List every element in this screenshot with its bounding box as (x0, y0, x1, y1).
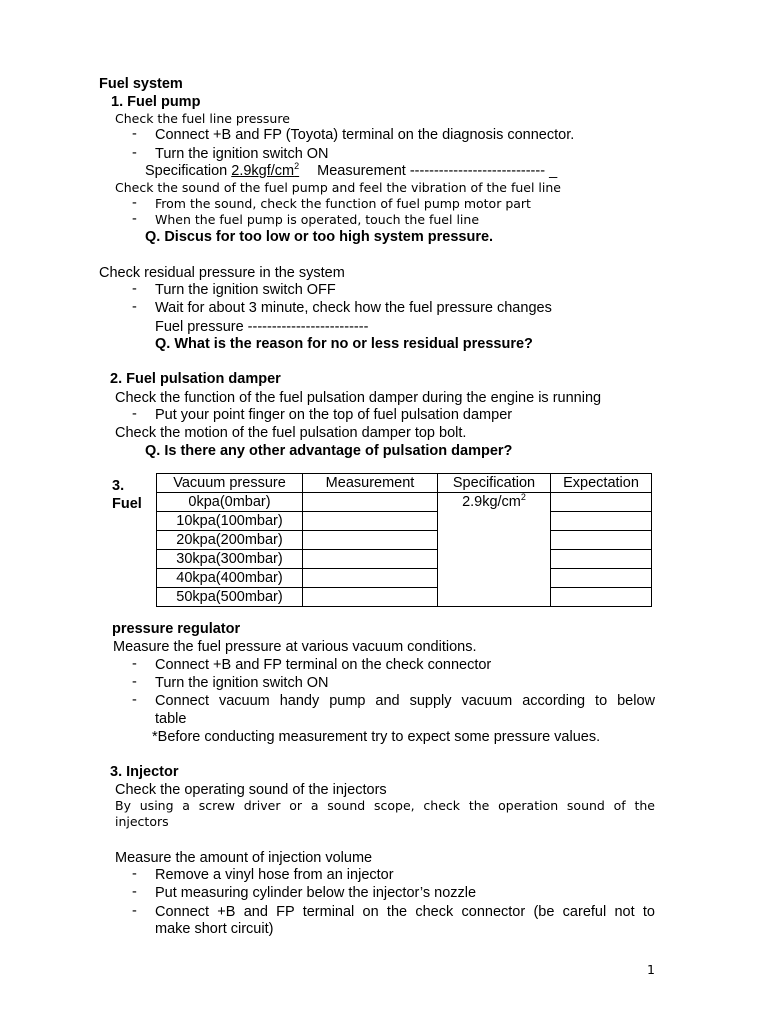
expectation-cell (551, 569, 652, 588)
col-expectation: Expectation (551, 474, 652, 493)
injector-step-hose: Remove a vinyl hose from an injector (155, 867, 394, 883)
question-damper: Q. Is there any other advantage of pulsation damper? (145, 443, 513, 459)
vacuum-cell: 10kpa(100mbar) (157, 512, 303, 531)
expectation-cell (551, 512, 652, 531)
regulator-step-vacuum-cont: table (155, 711, 187, 727)
fp-step-connect: Connect +B and FP (Toyota) terminal on the diagnosis connector. (155, 127, 575, 143)
table-row (157, 531, 652, 550)
injection-volume-heading: Measure the amount of injection volume (115, 850, 373, 866)
measurement-cell (303, 512, 438, 531)
injector-heading: 3. Injector (110, 764, 179, 780)
spec-cell-merged (438, 512, 551, 607)
regulator-note: *Before conducting measurement try to expect some pressure values. (152, 729, 601, 745)
question-system-pressure: Q. Discus for too low or too high system pressure. (145, 229, 494, 245)
fp-step-ignition-on: Turn the ignition switch ON (155, 146, 329, 162)
fuel-pump-heading: 1. Fuel pump (111, 94, 201, 110)
residual-step-off: Turn the ignition switch OFF (155, 282, 336, 298)
bullet: - (132, 674, 137, 690)
injector-step-connect: Connect +B and FP terminal on the check connector (be careful not to (155, 904, 655, 920)
table-row (157, 550, 652, 569)
measurement-cell (303, 588, 438, 607)
injector-line2: By using a screw driver or a sound scope, check the operation sound of the (115, 798, 655, 813)
vacuum-cell: 30kpa(300mbar) (157, 550, 303, 569)
expectation-cell (551, 493, 652, 512)
damper-step: Put your point finger on the top of fuel pulsation damper (155, 407, 513, 423)
damper-line1: Check the function of the fuel pulsation damper during the engine is running (115, 390, 602, 406)
expectation-cell (551, 588, 652, 607)
bullet: - (132, 126, 137, 142)
check-sound-line: Check the sound of the fuel pump and feel the vibration of the fuel line (115, 180, 561, 195)
regulator-measure-line: Measure the fuel pressure at various vacuum conditions. (113, 639, 477, 655)
expectation-cell (551, 550, 652, 569)
injector-line2-cont: injectors (115, 814, 169, 829)
sound-step: From the sound, check the function of fuel pump motor part (155, 196, 531, 211)
vacuum-cell: 50kpa(500mbar) (157, 588, 303, 607)
damper-heading: 2. Fuel pulsation damper (110, 371, 281, 387)
injector-line1: Check the operating sound of the injectors (115, 782, 387, 798)
measurement-cell (303, 569, 438, 588)
spec-value: $2.9kgf/cm^2$ (231, 161, 300, 179)
table-row (157, 493, 652, 512)
measurement-blank: Measurement ---------------------------- _ (317, 163, 558, 179)
question-residual: Q. What is the reason for no or less residual pressure? (155, 336, 533, 352)
regulator-step-vacuum: Connect vacuum handy pump and supply vacuum according to below (155, 693, 655, 709)
col-vacuum-pressure: Vacuum pressure (157, 474, 303, 493)
regulator-number: 3. (112, 478, 125, 494)
specification-line (145, 162, 557, 180)
measurement-cell (303, 493, 438, 512)
bullet: - (132, 195, 137, 211)
bullet: - (132, 866, 137, 882)
col-specification: Specification (438, 474, 551, 493)
bullet: - (132, 903, 137, 919)
residual-step-wait: Wait for about 3 minute, check how the fuel pressure changes (155, 300, 552, 316)
residual-heading: Check residual pressure in the system (99, 265, 345, 281)
bullet: - (132, 406, 137, 422)
vacuum-table (156, 473, 652, 607)
check-fuel-line-pressure: Check the fuel line pressure (115, 111, 290, 126)
measurement-cell (303, 531, 438, 550)
table-header-row (157, 474, 652, 493)
page-number: 1 (647, 962, 655, 977)
spec-cell: $2.9kg/cm^2$ (438, 493, 551, 512)
regulator-heading: pressure regulator (112, 621, 241, 637)
fuel-pressure-blank: Fuel pressure ------------------------- (155, 319, 369, 335)
table-row (157, 588, 652, 607)
spec-label: Specification (145, 163, 228, 179)
bullet: - (132, 145, 137, 161)
bullet: - (132, 299, 137, 315)
table-row (157, 569, 652, 588)
bullet: - (132, 281, 137, 297)
vacuum-cell: 20kpa(200mbar) (157, 531, 303, 550)
regulator-step-ignition: Turn the ignition switch ON (155, 675, 329, 691)
bullet: - (132, 884, 137, 900)
regulator-step-connect: Connect +B and FP terminal on the check connector (155, 657, 492, 673)
injector-step-cylinder: Put measuring cylinder below the injector’s nozzle (155, 885, 477, 901)
measurement-cell (303, 550, 438, 569)
vacuum-cell: 0kpa(0mbar) (157, 493, 303, 512)
bullet: - (132, 692, 137, 708)
expectation-cell (551, 531, 652, 550)
section-title: Fuel system (99, 76, 183, 92)
bullet: - (132, 211, 137, 227)
regulator-word-fuel: Fuel (112, 496, 142, 512)
damper-line2: Check the motion of the fuel pulsation damper top bolt. (115, 425, 467, 441)
table-row (157, 512, 652, 531)
touch-step: When the fuel pump is operated, touch the fuel line (155, 212, 480, 227)
col-measurement: Measurement (303, 474, 438, 493)
bullet: - (132, 656, 137, 672)
vacuum-cell: 40kpa(400mbar) (157, 569, 303, 588)
injector-step-connect-cont: make short circuit) (155, 921, 274, 937)
